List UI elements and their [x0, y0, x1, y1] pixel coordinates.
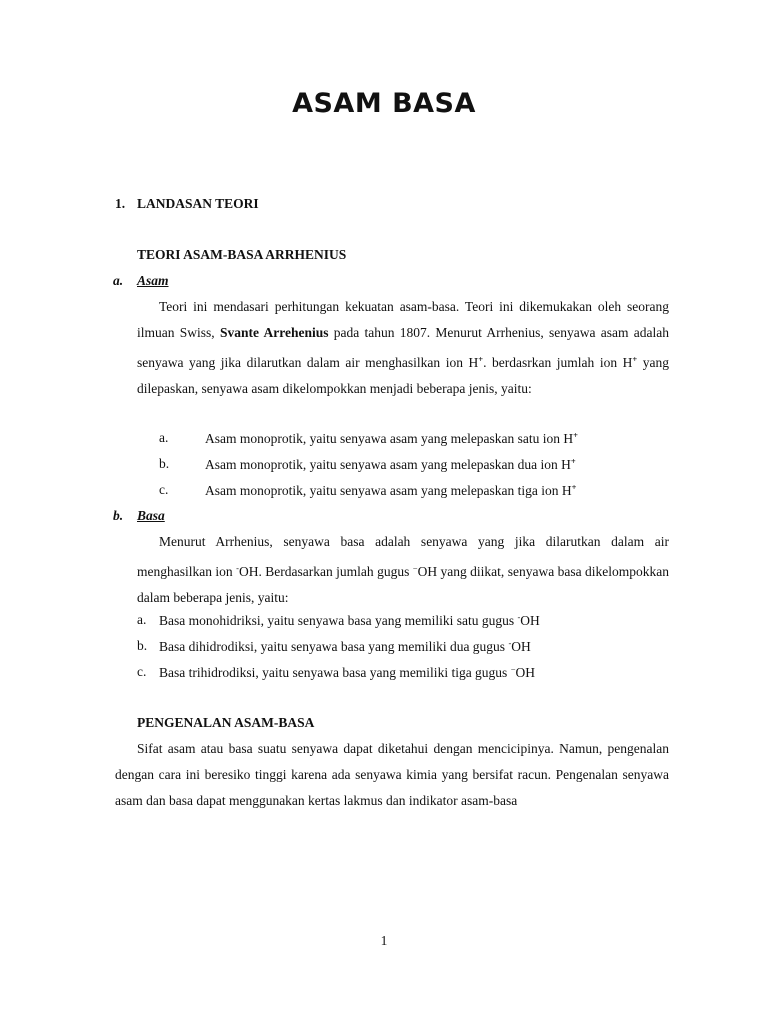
asam-label: Asam — [137, 273, 169, 288]
asam-text-4: yang dilepaskan, senyawa asam dikelompokkan menjadi beberapa jenis, yaitu: — [137, 355, 669, 396]
sup-minus: - — [236, 563, 239, 573]
sup-plus: + — [632, 354, 638, 364]
basa-item-tail: OH — [520, 613, 540, 628]
sup-minus: - — [517, 612, 521, 622]
basa-item-text: Basa monohidriksi, yaitu senyawa basa yang memiliki satu gugus — [159, 613, 515, 628]
basa-item — [159, 664, 535, 681]
sup-plus: + — [478, 354, 484, 364]
svante-name: Svante Arrehenius — [219, 325, 329, 340]
basa-item — [159, 638, 531, 655]
section-number: 1. — [115, 196, 126, 211]
basa-item-tail: OH — [515, 665, 535, 680]
basa-item-text: Basa trihidrodiksi, yaitu senyawa basa yang memiliki tiga gugus — [159, 665, 508, 680]
asam-text-3: . berdasrkan jumlah ion H — [483, 355, 633, 370]
basa-text-1: Menurut Arrhenius, senyawa basa adalah senyawa yang jika dilarutkan dalam air menghasilkan ion — [137, 534, 669, 579]
asam-item-text: Asam monoprotik, yaitu senyawa asam yang melepaskan satu ion H — [205, 431, 574, 446]
pengenalan-paragraph — [115, 736, 669, 814]
asam-item-marker: c. — [159, 482, 169, 497]
asam-paragraph — [137, 294, 669, 402]
basa-label: Basa — [137, 508, 165, 523]
sup-plus: + — [573, 430, 579, 440]
sup-minus: - — [508, 638, 512, 648]
arrhenius-heading: TEORI ASAM-BASA ARRHENIUS — [137, 247, 347, 262]
asam-item — [205, 482, 577, 499]
sup-minus: − — [510, 664, 516, 674]
basa-paragraph — [137, 529, 669, 611]
basa-item-marker: b. — [137, 638, 148, 653]
basa-item-marker: c. — [137, 664, 147, 679]
asam-item-text: Asam monoprotik, yaitu senyawa asam yang melepaskan tiga ion H — [205, 483, 572, 498]
asam-item — [205, 430, 578, 447]
pengenalan-text: Sifat asam atau basa suatu senyawa dapat diketahui dengan mencicipinya. Namun, pengenalan dengan cara ini beresiko tinggi karena ada senyawa kimia yang bersifat racun. Pengenalan senyawa asam dan basa dapat menggunakan kertas lakmus dan indikator asam-basa — [115, 741, 669, 808]
basa-item-text: Basa dihidrodiksi, yaitu senyawa basa yang memiliki dua gugus — [159, 639, 506, 654]
section-heading: LANDASAN TEORI — [137, 196, 259, 211]
basa-text-2: OH. Berdasarkan jumlah gugus — [238, 564, 410, 579]
asam-marker: a. — [113, 273, 124, 288]
sup-plus: + — [571, 482, 577, 492]
basa-item-tail: OH — [511, 639, 531, 654]
basa-marker: b. — [113, 508, 124, 523]
asam-text-1: Teori ini mendasari perhitungan kekuatan asam-basa. Teori ini dikemukakan oleh seorang ilmuan Swiss, — [137, 299, 669, 340]
asam-item-text: Asam monoprotik, yaitu senyawa asam yang melepaskan dua ion H — [205, 457, 571, 472]
basa-text-3: OH yang diikat, senyawa basa dikelompokkan dalam beberapa jenis, yaitu: — [137, 564, 670, 605]
basa-item — [159, 612, 540, 629]
asam-item — [205, 456, 576, 473]
pengenalan-heading: PENGENALAN ASAM-BASA — [137, 715, 315, 730]
page-number: 1 — [380, 933, 388, 948]
asam-item-marker: a. — [159, 430, 169, 445]
asam-item-marker: b. — [159, 456, 170, 471]
sup-minus: − — [412, 563, 418, 573]
asam-text-2: pada tahun 1807. Menurut Arrhenius, senyawa asam adalah senyawa yang jika dilarutkan dalam air menghasilkan ion H — [137, 325, 670, 370]
basa-item-marker: a. — [137, 612, 147, 627]
page-title: ASAM BASA — [292, 88, 476, 119]
sup-plus: + — [570, 456, 576, 466]
